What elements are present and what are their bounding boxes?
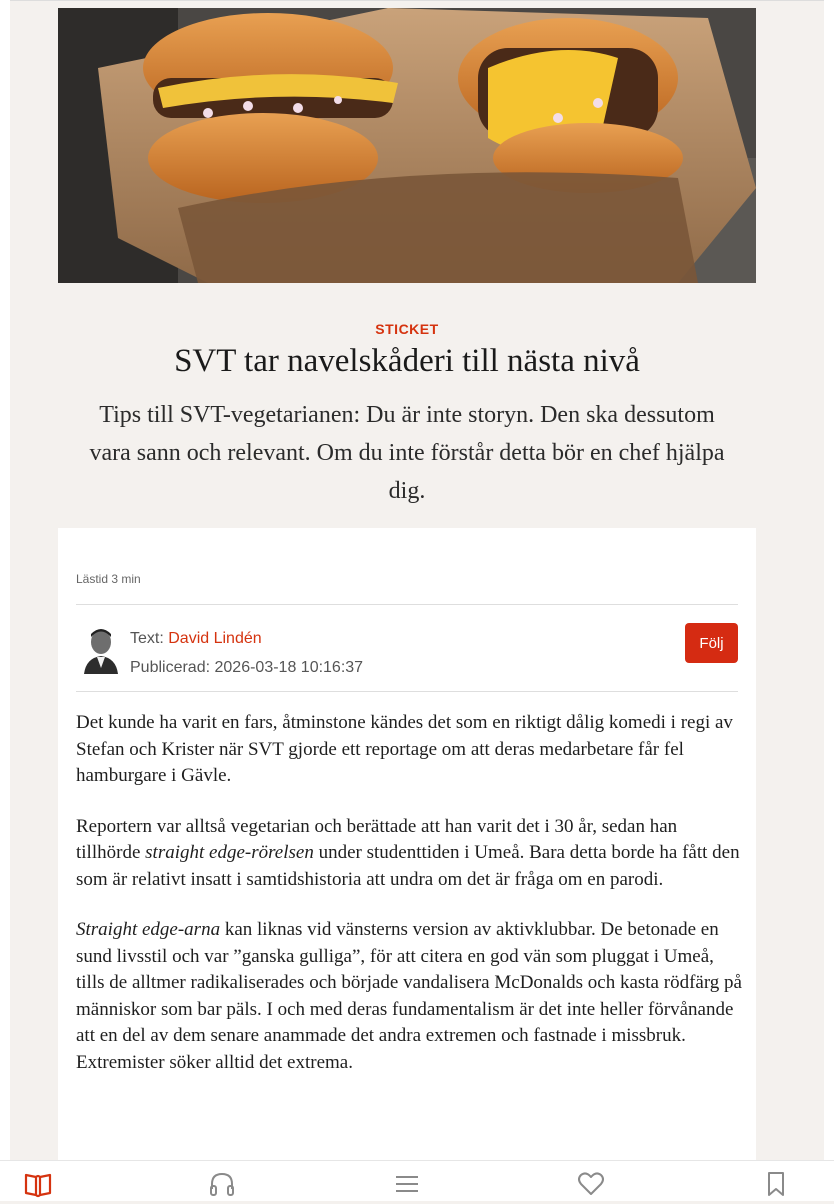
saved-tab[interactable] — [761, 1169, 791, 1199]
bookmark-icon — [761, 1169, 791, 1199]
article-kicker: STICKET — [375, 321, 439, 337]
paragraph — [76, 814, 742, 894]
menu-icon — [392, 1169, 422, 1199]
favorites-tab[interactable] — [576, 1169, 606, 1199]
article-card — [58, 8, 756, 1160]
paragraph-text: kan liknas vid vänsterns version av aktivklubbar. De betonade en sund livsstil och var ”ganska gulliga”, för att citera en god vän som pluggat i Umeå, tills de alltmer radikaliserades och började vandalisera McDonalds och kasta rödfärg på människor som bar päls. I och med deras fundamentalism är det inte heller förvånande att en del av dem senare anammade det andra extremen och fastnade i missbruk. Extremister söker alltid det extrema. — [76, 919, 742, 1073]
author-photo — [80, 624, 122, 674]
paragraph-text: Reportern var alltså vegetarian och berättade att han varit det i 30 år, sedan han tillhörde — [76, 815, 678, 863]
paragraph-emphasis: Straight edge-arna — [76, 919, 221, 940]
paragraph-text: under studenttiden i Umeå. Bara detta borde ha fått den som är relativt insatt i samtidshistoria att undra om det är fråga om en parodi. — [76, 842, 740, 890]
bottom-navigation — [0, 1160, 834, 1201]
byline-bottom-divider — [76, 691, 738, 692]
article-body — [76, 710, 742, 1100]
author-line — [130, 624, 363, 653]
author-avatar[interactable] — [80, 624, 122, 674]
published-line — [130, 653, 363, 682]
follow-button[interactable]: Följ — [685, 623, 738, 663]
text-label: Text: — [130, 630, 164, 647]
published-label: Publicerad: — [130, 659, 211, 676]
menu-tab[interactable] — [392, 1169, 422, 1199]
heart-icon — [576, 1169, 606, 1199]
listen-tab[interactable] — [207, 1169, 237, 1199]
byline — [130, 624, 363, 682]
book-open-icon — [23, 1169, 53, 1199]
headphones-icon — [207, 1169, 237, 1199]
author-link[interactable]: David Lindén — [168, 630, 262, 647]
left-margin — [0, 0, 10, 1200]
paragraph — [76, 917, 742, 1076]
read-time: Lästid 3 min — [76, 572, 141, 586]
published-date: 2026-03-18 10:16:37 — [214, 659, 364, 676]
article-lead: Tips till SVT-vegetarianen: Du är inte storyn. Den ska dessutom vara sann och relevant. Om du inte förstår detta bör en chef hjälpa dig. — [89, 402, 725, 504]
article-header — [58, 283, 756, 528]
right-margin — [824, 0, 834, 1200]
hero-image — [58, 8, 756, 283]
paragraph-text: Det kunde ha varit en fars, åtminstone kändes det som en riktigt dålig komedi i regi av Stefan och Krister när SVT gjorde ett reportage om att deras medarbetare får fel hamburgare i Gävle. — [76, 712, 733, 786]
read-tab[interactable] — [23, 1169, 53, 1199]
article-title: SVT tar navelskåderi till nästa nivå — [174, 343, 640, 379]
paragraph-emphasis: straight edge-rörelsen — [145, 842, 314, 863]
paragraph — [76, 710, 742, 790]
burger-photo — [58, 8, 756, 283]
top-divider — [0, 0, 834, 1]
byline-top-divider — [76, 604, 738, 605]
